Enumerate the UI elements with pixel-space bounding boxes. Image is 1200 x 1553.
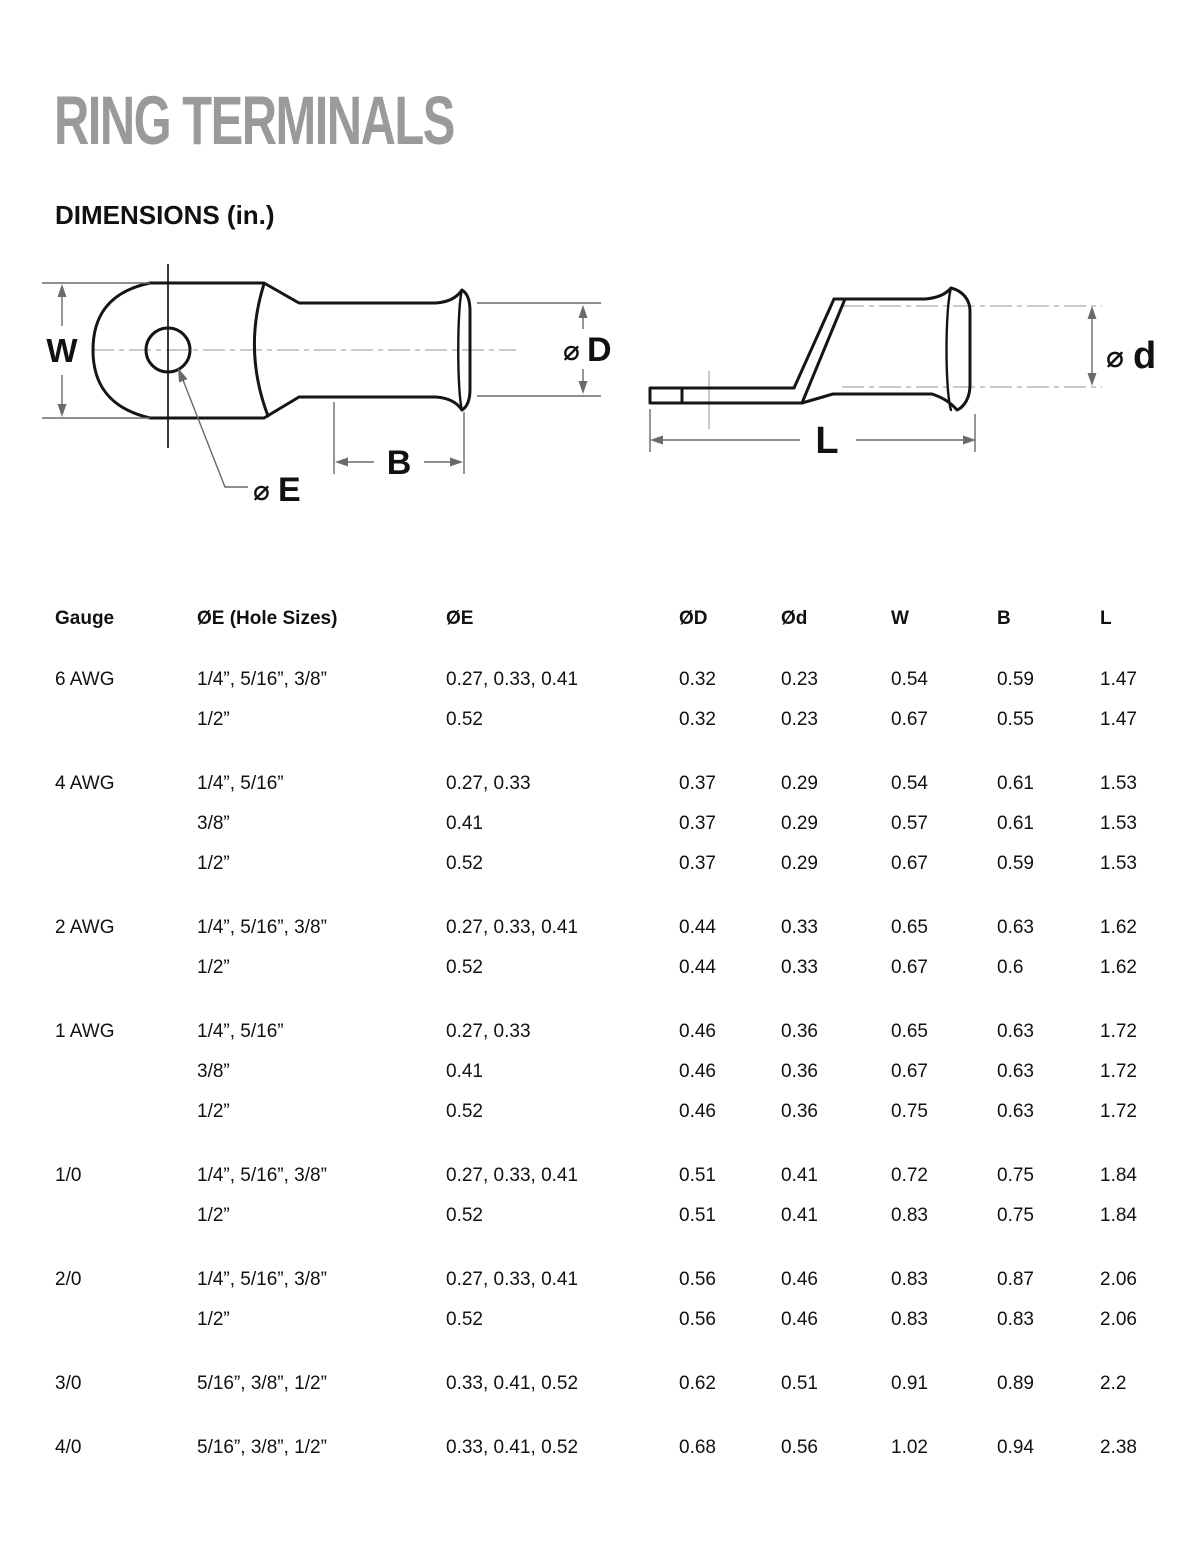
cell-w: 0.54 xyxy=(891,773,928,794)
cell-hole-sizes: 1/2” xyxy=(197,957,230,978)
cell-od-inner: 0.51 xyxy=(781,1373,818,1394)
cell-b: 0.75 xyxy=(997,1205,1034,1226)
cell-w: 0.75 xyxy=(891,1101,928,1122)
table-row xyxy=(55,1435,1167,1461)
cell-od-outer: 0.68 xyxy=(679,1437,716,1458)
cell-od-outer: 0.46 xyxy=(679,1021,716,1042)
cell-od-inner: 0.33 xyxy=(781,917,818,938)
cell-l: 2.06 xyxy=(1100,1309,1137,1330)
dim-label-oe: E xyxy=(278,471,301,509)
oe-leader-line xyxy=(181,375,248,487)
cell-gauge: 1 AWG xyxy=(55,1021,115,1042)
table-row xyxy=(55,1307,1167,1333)
table-row xyxy=(55,1267,1167,1293)
cell-oe: 0.41 xyxy=(446,813,483,834)
cell-od-outer: 0.44 xyxy=(679,917,716,938)
cell-hole-sizes: 1/2” xyxy=(197,709,230,730)
cell-oe: 0.52 xyxy=(446,1205,483,1226)
cell-od-inner: 0.33 xyxy=(781,957,818,978)
cell-w: 0.83 xyxy=(891,1269,928,1290)
cell-b: 0.55 xyxy=(997,709,1034,730)
cell-gauge: 2 AWG xyxy=(55,917,115,938)
table-row xyxy=(55,1163,1167,1189)
cell-hole-sizes: 3/8” xyxy=(197,1061,230,1082)
technical-drawings xyxy=(0,245,1200,550)
cell-od-inner: 0.23 xyxy=(781,709,818,730)
table-row xyxy=(55,667,1167,693)
cell-b: 0.87 xyxy=(997,1269,1034,1290)
cell-oe: 0.27, 0.33 xyxy=(446,773,531,794)
cell-b: 0.59 xyxy=(997,853,1034,874)
cell-od-inner: 0.36 xyxy=(781,1061,818,1082)
col-header-gauge: Gauge xyxy=(55,608,115,629)
cell-l: 2.2 xyxy=(1100,1373,1127,1394)
cell-od-inner: 0.41 xyxy=(781,1205,818,1226)
cell-w: 0.72 xyxy=(891,1165,928,1186)
table-row xyxy=(55,1019,1167,1045)
cell-w: 0.67 xyxy=(891,1061,928,1082)
neck-diagonals xyxy=(794,299,845,403)
cell-b: 0.6 xyxy=(997,957,1024,978)
cell-w: 0.57 xyxy=(891,813,928,834)
col-header-l: L xyxy=(1100,608,1112,629)
table-row xyxy=(55,915,1167,941)
dia-symbol-od-inner: ⌀ xyxy=(1106,340,1125,375)
tongue-outline xyxy=(650,388,802,403)
cell-od-inner: 0.56 xyxy=(781,1437,818,1458)
section-heading-dimensions: DIMENSIONS (in.) xyxy=(55,200,275,230)
cell-od-inner: 0.29 xyxy=(781,813,818,834)
cell-b: 0.94 xyxy=(997,1437,1034,1458)
cell-oe: 0.52 xyxy=(446,709,483,730)
table-row xyxy=(55,851,1167,877)
table-row xyxy=(55,707,1167,733)
cell-b: 0.63 xyxy=(997,1101,1034,1122)
cell-oe: 0.41 xyxy=(446,1061,483,1082)
cell-od-outer: 0.62 xyxy=(679,1373,716,1394)
cell-oe: 0.52 xyxy=(446,853,483,874)
cell-b: 0.75 xyxy=(997,1165,1034,1186)
cell-b: 0.83 xyxy=(997,1309,1034,1330)
cell-hole-sizes: 1/2” xyxy=(197,1101,230,1122)
cell-od-outer: 0.46 xyxy=(679,1061,716,1082)
cell-l: 2.06 xyxy=(1100,1269,1137,1290)
cell-hole-sizes: 1/4”, 5/16”, 3/8” xyxy=(197,669,327,690)
col-header-od-outer: ØD xyxy=(679,608,708,629)
dim-label-l: L xyxy=(815,420,839,462)
table-row xyxy=(55,1371,1167,1397)
table-row xyxy=(55,1059,1167,1085)
cell-w: 0.67 xyxy=(891,853,928,874)
cell-oe: 0.27, 0.33, 0.41 xyxy=(446,917,579,938)
cell-hole-sizes: 5/16”, 3/8”, 1/2” xyxy=(197,1437,327,1458)
table-row xyxy=(55,771,1167,797)
cell-od-inner: 0.41 xyxy=(781,1165,818,1186)
dia-symbol-oe: ⌀ xyxy=(253,474,270,507)
top-view-drawing xyxy=(42,264,612,509)
cell-hole-sizes: 1/2” xyxy=(197,1205,230,1226)
cell-gauge: 4 AWG xyxy=(55,773,115,794)
rim-inner-edge xyxy=(458,290,462,410)
cell-oe: 0.52 xyxy=(446,1309,483,1330)
cell-w: 1.02 xyxy=(891,1437,928,1458)
cell-oe: 0.27, 0.33, 0.41 xyxy=(446,1269,579,1290)
dim-label-w: W xyxy=(46,332,78,369)
cell-l: 1.84 xyxy=(1100,1205,1137,1226)
cell-l: 1.53 xyxy=(1100,853,1137,874)
col-header-w: W xyxy=(891,608,909,629)
cell-l: 2.38 xyxy=(1100,1437,1137,1458)
cell-w: 0.83 xyxy=(891,1309,928,1330)
cell-l: 1.53 xyxy=(1100,773,1137,794)
cell-b: 0.59 xyxy=(997,669,1034,690)
cell-w: 0.91 xyxy=(891,1373,928,1394)
table-row xyxy=(55,1099,1167,1125)
cell-od-inner: 0.46 xyxy=(781,1269,818,1290)
cell-hole-sizes: 1/4”, 5/16”, 3/8” xyxy=(197,1269,327,1290)
cell-l: 1.62 xyxy=(1100,957,1137,978)
cell-b: 0.63 xyxy=(997,1021,1034,1042)
cell-w: 0.67 xyxy=(891,957,928,978)
cell-w: 0.67 xyxy=(891,709,928,730)
cell-od-outer: 0.32 xyxy=(679,669,716,690)
dia-symbol-od: ⌀ xyxy=(563,334,580,367)
col-header-b: B xyxy=(997,608,1011,629)
cell-od-inner: 0.29 xyxy=(781,853,818,874)
rim-inner-edge-side xyxy=(947,288,952,410)
cell-l: 1.72 xyxy=(1100,1101,1137,1122)
cell-od-outer: 0.44 xyxy=(679,957,716,978)
cell-gauge: 1/0 xyxy=(55,1165,82,1186)
cell-oe: 0.52 xyxy=(446,957,483,978)
cell-gauge: 2/0 xyxy=(55,1269,82,1290)
table-row xyxy=(55,955,1167,981)
cell-od-outer: 0.56 xyxy=(679,1269,716,1290)
cell-od-inner: 0.29 xyxy=(781,773,818,794)
cell-l: 1.72 xyxy=(1100,1021,1137,1042)
table-row xyxy=(55,811,1167,837)
cell-w: 0.65 xyxy=(891,917,928,938)
cell-w: 0.54 xyxy=(891,669,928,690)
table-header-row xyxy=(55,606,1167,632)
cell-hole-sizes: 1/4”, 5/16” xyxy=(197,773,284,794)
page-title: RING TERMINALS xyxy=(54,81,454,159)
cell-l: 1.53 xyxy=(1100,813,1137,834)
dim-label-od-inner: d xyxy=(1133,335,1157,377)
cell-gauge: 6 AWG xyxy=(55,669,115,690)
cell-b: 0.63 xyxy=(997,1061,1034,1082)
dim-label-b: B xyxy=(386,444,412,482)
cell-w: 0.65 xyxy=(891,1021,928,1042)
cell-od-outer: 0.37 xyxy=(679,813,716,834)
cell-l: 1.47 xyxy=(1100,709,1137,730)
cell-od-inner: 0.36 xyxy=(781,1101,818,1122)
cell-hole-sizes: 1/4”, 5/16”, 3/8” xyxy=(197,917,327,938)
cell-hole-sizes: 1/2” xyxy=(197,853,230,874)
cell-od-outer: 0.51 xyxy=(679,1205,716,1226)
cell-l: 1.62 xyxy=(1100,917,1137,938)
cell-oe: 0.27, 0.33 xyxy=(446,1021,531,1042)
cell-od-outer: 0.46 xyxy=(679,1101,716,1122)
cell-hole-sizes: 1/2” xyxy=(197,1309,230,1330)
cell-od-outer: 0.37 xyxy=(679,853,716,874)
cell-oe: 0.27, 0.33, 0.41 xyxy=(446,1165,579,1186)
table-row xyxy=(55,1203,1167,1229)
cell-oe: 0.27, 0.33, 0.41 xyxy=(446,669,579,690)
cell-od-outer: 0.56 xyxy=(679,1309,716,1330)
cell-b: 0.63 xyxy=(997,917,1034,938)
col-header-od-inner: Ød xyxy=(781,608,808,629)
cell-gauge: 4/0 xyxy=(55,1437,82,1458)
cell-hole-sizes: 3/8” xyxy=(197,813,230,834)
cell-od-inner: 0.23 xyxy=(781,669,818,690)
cell-od-inner: 0.36 xyxy=(781,1021,818,1042)
cell-l: 1.72 xyxy=(1100,1061,1137,1082)
cell-oe: 0.52 xyxy=(446,1101,483,1122)
cell-hole-sizes: 5/16”, 3/8”, 1/2” xyxy=(197,1373,327,1394)
cell-gauge: 3/0 xyxy=(55,1373,82,1394)
cell-od-inner: 0.46 xyxy=(781,1309,818,1330)
cell-od-outer: 0.37 xyxy=(679,773,716,794)
cell-b: 0.61 xyxy=(997,773,1034,794)
cell-l: 1.84 xyxy=(1100,1165,1137,1186)
cell-b: 0.61 xyxy=(997,813,1034,834)
cell-od-outer: 0.51 xyxy=(679,1165,716,1186)
cell-w: 0.83 xyxy=(891,1205,928,1226)
cell-hole-sizes: 1/4”, 5/16” xyxy=(197,1021,284,1042)
dim-label-od: D xyxy=(587,331,612,369)
col-header-hole-sizes: ØE (Hole Sizes) xyxy=(197,608,338,629)
cell-oe: 0.33, 0.41, 0.52 xyxy=(446,1437,579,1458)
cell-od-outer: 0.32 xyxy=(679,709,716,730)
col-header-oe: ØE xyxy=(446,608,474,629)
cell-l: 1.47 xyxy=(1100,669,1137,690)
cell-hole-sizes: 1/4”, 5/16”, 3/8” xyxy=(197,1165,327,1186)
side-view-drawing xyxy=(650,288,1156,462)
cell-oe: 0.33, 0.41, 0.52 xyxy=(446,1373,579,1394)
cell-b: 0.89 xyxy=(997,1373,1034,1394)
